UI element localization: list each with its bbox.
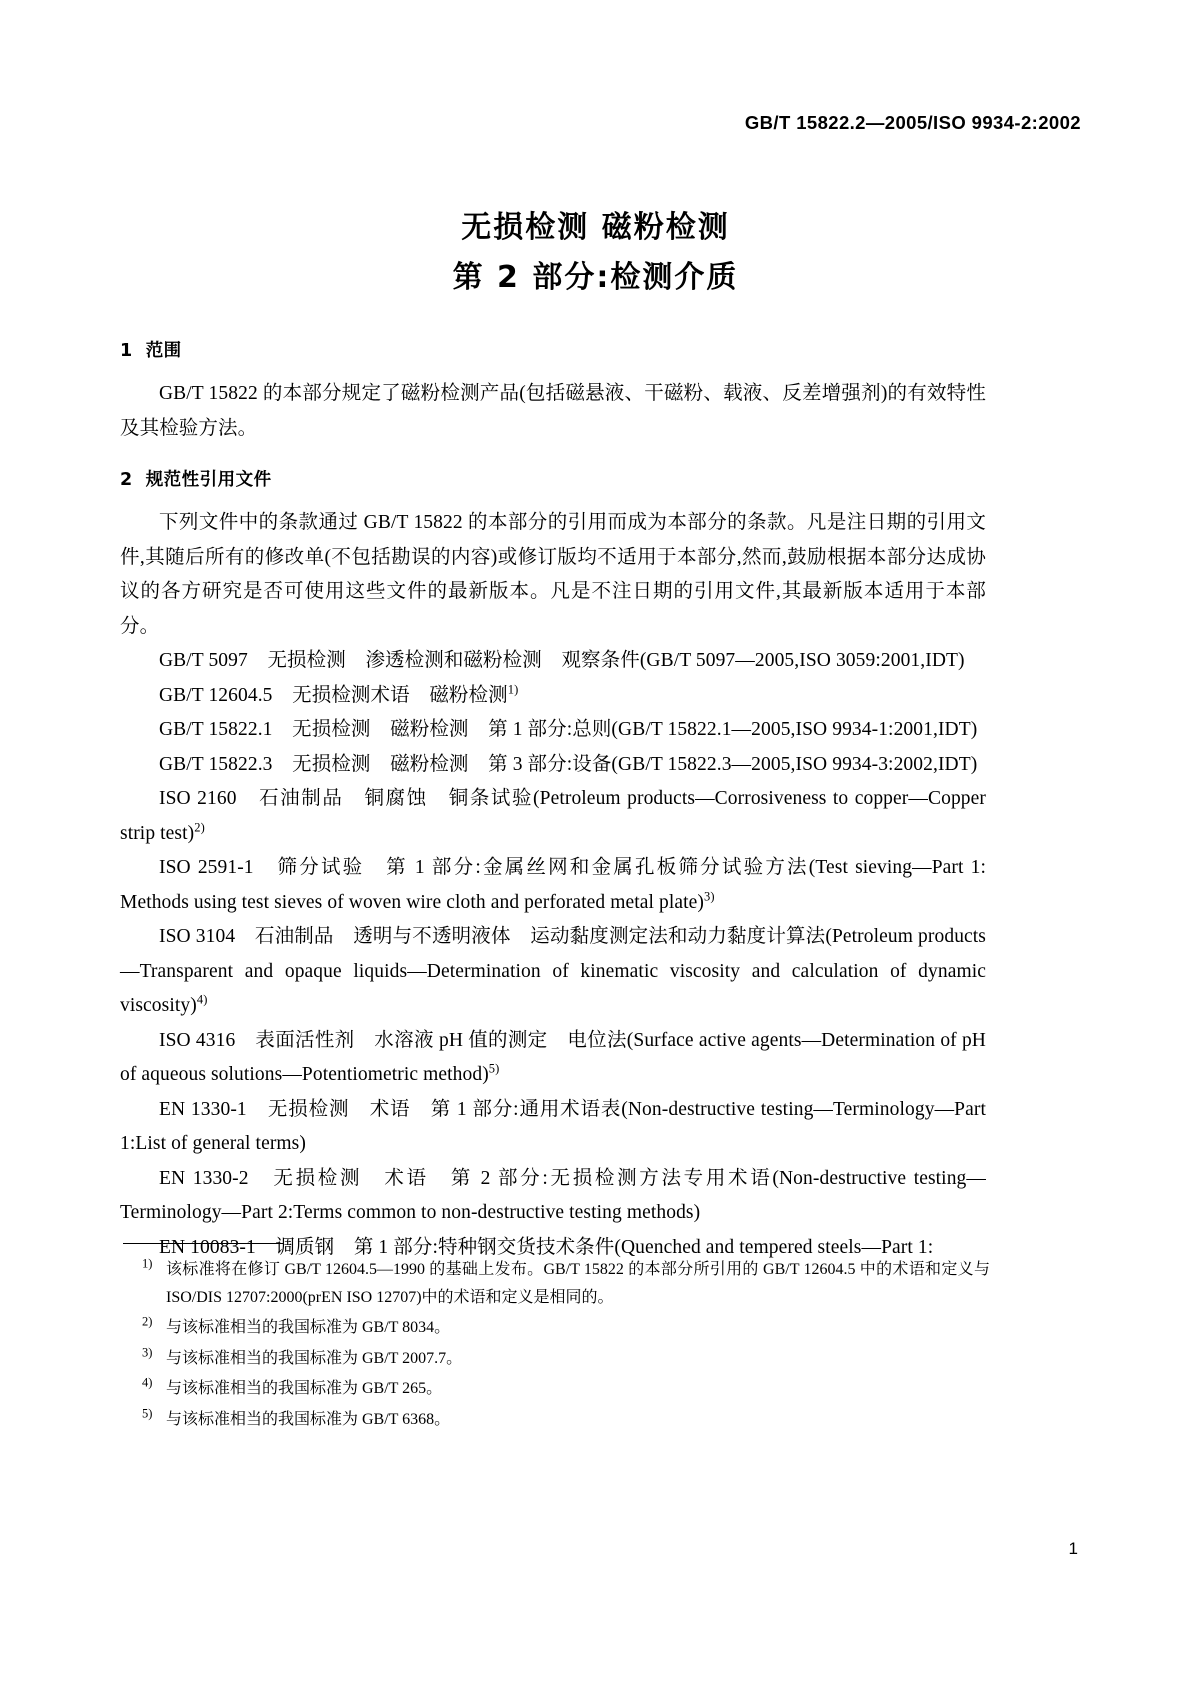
- reference-item: [120, 1162, 986, 1231]
- footnote-item: [120, 1375, 990, 1403]
- reference-item: [120, 1024, 986, 1093]
- footnote-marker: 5): [142, 1406, 153, 1421]
- reference-item: [120, 782, 986, 851]
- reference-item: [120, 920, 986, 1024]
- footnote-ref: 3): [704, 889, 715, 903]
- reference-text: GB/T 12604.5 无损检测术语 磁粉检测: [159, 684, 508, 706]
- footnote-marker: 4): [142, 1375, 153, 1390]
- clause-1-number: 1: [120, 341, 133, 361]
- footnote-text: 与该标准相当的我国标准为 GB/T 265。: [166, 1380, 443, 1397]
- reference-text: ISO 2160 石油制品 铜腐蚀 铜条试验(Petroleum products—Corrosiveness to copper—Copper strip test): [120, 788, 986, 844]
- spacer: [120, 364, 986, 377]
- footnote-ref: 2): [194, 820, 205, 834]
- footnote-separator-rule: [123, 1243, 283, 1244]
- title-line-2: 第 2 部分:检测介质: [452, 260, 739, 295]
- footnote-item: [120, 1256, 990, 1311]
- running-header-standard-code: GB/T 15822.2—2005/ISO 9934-2:2002: [744, 112, 1081, 133]
- footnote-text: 与该标准相当的我国标准为 GB/T 6368。: [166, 1410, 451, 1428]
- page-number: 1: [1068, 1539, 1078, 1558]
- footnote-ref: 1): [507, 682, 519, 696]
- reference-text: GB/T 5097 无损检测 渗透检测和磁粉检测 观察条件(GB/T 5097—2005,ISO 3059:2001,IDT): [159, 650, 965, 671]
- reference-item: [120, 1093, 986, 1162]
- spacer: [120, 493, 986, 506]
- reference-item: [120, 748, 986, 783]
- clause-1-heading: [120, 338, 986, 364]
- footnote-marker: 1): [142, 1256, 153, 1271]
- reference-item: [120, 851, 986, 920]
- footnote-text: 与该标准相当的我国标准为 GB/T 2007.7。: [166, 1349, 463, 1367]
- reference-text: EN 10083-1 调质钢 第 1 部分:特种钢交货技术条件(Quenched and tempered steels—Part 1:: [159, 1236, 934, 1258]
- reference-text: GB/T 15822.1 无损检测 磁粉检测 第 1 部分:总则(GB/T 15822.1—2005,ISO 9934-1:2001,IDT): [159, 719, 978, 740]
- reference-item: [120, 713, 986, 748]
- clause-2-heading: [120, 467, 986, 493]
- document-title: [0, 205, 1191, 301]
- footnote-marker: 3): [142, 1345, 153, 1360]
- footnote-marker: 2): [142, 1314, 153, 1329]
- reference-item: [120, 644, 986, 679]
- reference-text: ISO 4316 表面活性剂 水溶液 pH 值的测定 电位法(Surface active agents—Determination of pH of aqueous solutions—Potentiometric method): [120, 1029, 986, 1085]
- footnote-list: [120, 1256, 990, 1436]
- reference-text: ISO 3104 石油制品 透明与不透明液体 运动黏度测定法和动力黏度计算法(Petroleum products—Transparent and opaque liquids—Determination of kinematic viscosity and calculation of dynamic viscosity): [120, 926, 986, 1016]
- document-body: [120, 338, 986, 1265]
- reference-text: EN 1330-1 无损检测 术语 第 1 部分:通用术语表(Non-destructive testing—Terminology—Part 1:List of general terms): [120, 1098, 986, 1154]
- footnote-ref: 5): [488, 1061, 500, 1076]
- footnote-item: [120, 1345, 990, 1373]
- clause-2-paragraph: 下列文件中的条款通过 GB/T 15822 的本部分的引用而成为本部分的条款。凡是注日期的引用文件,其随后所有的修改单(不包括勘误的内容)或修订版均不适用于本部分,然而,鼓励根据本部分达成协议的各方研究是否可使用这些文件的最新版本。凡是不注日期的引用文件,其最新版本适用于本部分。: [120, 512, 986, 637]
- footnote-ref: 4): [196, 992, 208, 1007]
- clause-1-paragraph: GB/T 15822 的本部分规定了磁粉检测产品(包括磁悬液、干磁粉、载液、反差增强剂)的有效特性及其检验方法。: [120, 383, 986, 439]
- reference-text: ISO 2591-1 筛分试验 第 1 部分:金属丝网和金属孔板筛分试验方法(Test sieving—Part 1: Methods using test sieves of woven wire cloth and perforated metal plate): [120, 857, 986, 913]
- reference-item: [120, 679, 986, 714]
- clause-2-title: 规范性引用文件: [145, 470, 272, 490]
- clause-2-number: 2: [120, 470, 133, 490]
- reference-text: GB/T 15822.3 无损检测 磁粉检测 第 3 部分:设备(GB/T 15822.3—2005,ISO 9934-3:2002,IDT): [159, 753, 978, 775]
- clause-1-title: 范围: [145, 341, 182, 361]
- spacer: [120, 446, 986, 467]
- footnote-item: [120, 1406, 990, 1434]
- footnote-text: 该标准将在修订 GB/T 12604.5—1990 的基础上发布。GB/T 15822 的本部分所引用的 GB/T 12604.5 中的术语和定义与 ISO/DIS 12707:2000(prEN ISO 12707)中的术语和定义是相同的。: [166, 1261, 990, 1306]
- footnote-item: [120, 1314, 990, 1342]
- title-line-1: 无损检测 磁粉检测: [461, 210, 730, 245]
- reference-text: EN 1330-2 无损检测 术语 第 2 部分:无损检测方法专用术语(Non-destructive testing—Terminology—Part 2:Terms common to non-destructive testing methods): [120, 1167, 986, 1223]
- footnote-text: 与该标准相当的我国标准为 GB/T 8034。: [166, 1319, 451, 1336]
